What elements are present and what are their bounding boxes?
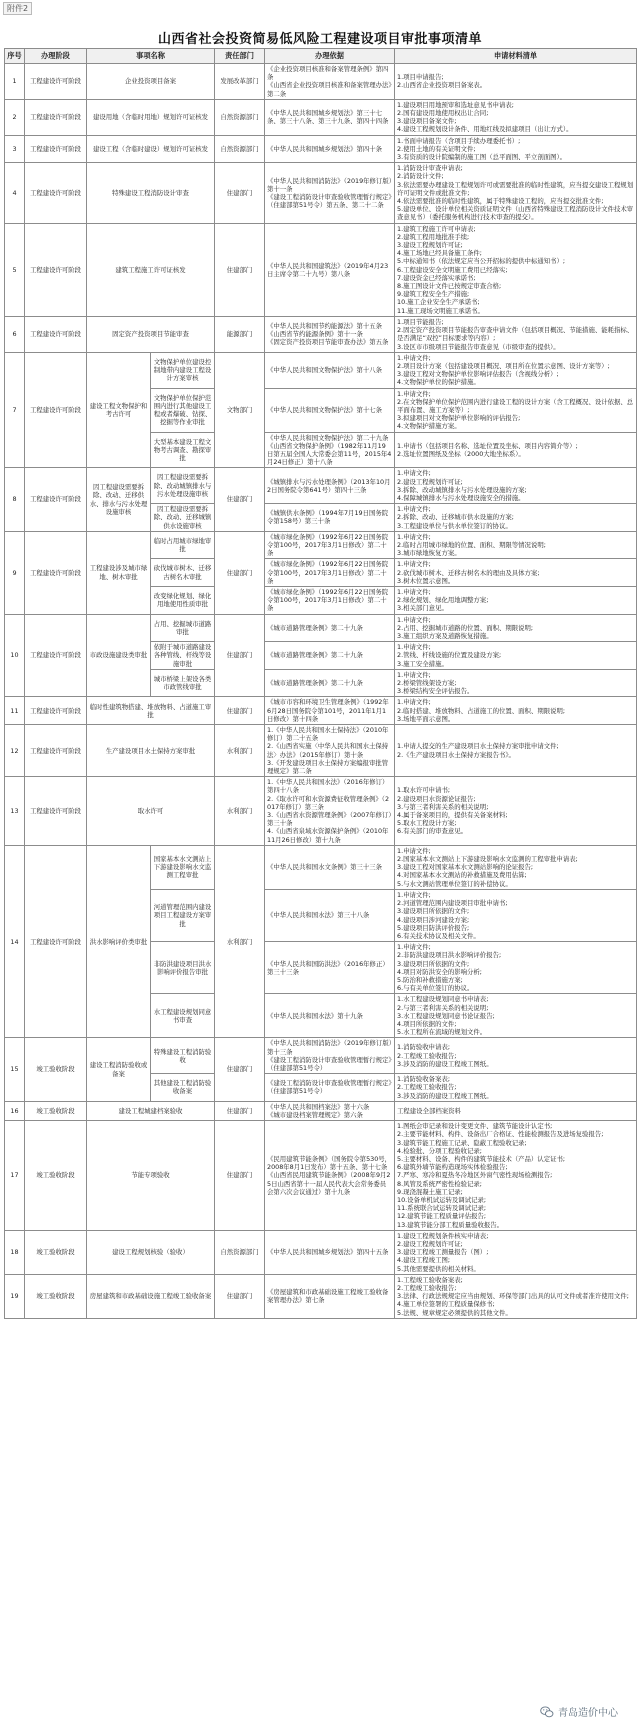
row-basis	[265, 432, 395, 468]
row-stage: 竣工验收阶段	[25, 1038, 87, 1101]
row-no: 10	[5, 614, 25, 697]
row-item: 生产建设项目水土保持方案审批	[87, 725, 215, 777]
row-basis	[265, 468, 395, 504]
row-dept: 水利部门	[215, 725, 265, 777]
row-materials	[395, 614, 637, 642]
row-dept: 自然资源部门	[215, 135, 265, 163]
row-materials	[395, 845, 637, 889]
row-stage: 工程建设许可阶段	[25, 725, 87, 777]
table-row	[5, 316, 637, 352]
row-materials	[395, 1230, 637, 1274]
row-basis	[265, 697, 395, 725]
row-subitem: 改变绿化规划、绿化用地使用性质审批	[151, 586, 215, 614]
row-basis-text: 1.《中华人民共和国水土保持法》（2010年修订）第二十五条 2.《山西省实施〈中华人民共和国水土保持法〉办法》（2015年修订）第十条 3.《开发建设项目水土保持方案编报审批管理规定》第二条	[267, 726, 389, 776]
row-materials	[395, 1274, 637, 1318]
row-basis-text: 《中华人民共和国文物保护法》第二十九条 《山西省文物保护条例》（1982年11月19日第五届全国人大常委会第11号，2015年4月24日修正）第十八条	[267, 433, 392, 467]
table-row	[5, 352, 637, 388]
row-stage: 竣工验收阶段	[25, 1230, 87, 1274]
row-materials-text: 工程建设全部档案资料	[397, 1106, 461, 1115]
row-basis	[265, 531, 395, 559]
header-item: 事项名称	[87, 49, 215, 64]
row-materials-text: 1.消防验收申请表; 2.工程竣工验收报告; 3.涉及消防的建设工程竣工图纸。	[397, 1043, 493, 1068]
watermark-text: 青岛造价中心	[558, 1708, 618, 1719]
row-basis	[265, 223, 395, 316]
row-basis	[265, 64, 395, 100]
row-basis-text: 《城市道路管理条例》第二十九条	[267, 623, 363, 632]
row-basis-text: 《中华人民共和国城乡规划法》第三十七条、第三十八条、第三十九条、第四十四条	[267, 109, 389, 126]
row-no: 14	[5, 845, 25, 1037]
row-materials	[395, 697, 637, 725]
row-basis	[265, 994, 395, 1038]
row-stage: 工程建设许可阶段	[25, 845, 87, 1037]
row-item: 洪水影响评价类审批	[87, 845, 151, 1037]
row-dept: 住建部门	[215, 1274, 265, 1318]
row-basis	[265, 669, 395, 697]
row-materials-text: 1.申请文件; 2.在文物保护单位保护范围内进行建设工程的设计方案（含工程概况、设计依据、总平面布置、施工方案等）; 3.拟建项目对文物保护单位影响的评估报告; 4.文物保护措施方案。	[397, 389, 634, 431]
row-subitem: 非防洪建设项目洪水影响评价报告审批	[151, 942, 215, 994]
row-materials-text: 1.取水许可申请书; 2.建设项目水资源论证报告; 3.与第三者利害关系的相关说明; 4.属于备案项目的，提供有关备案材料; 5.取水工程设计方案; 6.有关部门的审查意见。	[397, 786, 508, 836]
row-basis-text: 1.《中华人民共和国水法》（2016年修订）第四十八条 2.《取水许可和水资源费征收管理条例》（2017年修订）第三条 3.《山西省水资源管理条例》（2007年修订）第三十条 4.《山西省泉域水资源保护条例》（2010年11月26日修改）第十九条	[267, 778, 392, 844]
row-dept: 自然资源部门	[215, 99, 265, 135]
row-stage: 工程建设许可阶段	[25, 777, 87, 846]
row-no: 16	[5, 1101, 25, 1120]
header-stage: 办理阶段	[25, 49, 87, 64]
header-dept: 责任部门	[215, 49, 265, 64]
row-materials-text: 1.申请文件; 2.建设工程规划许可证; 3.拆除、改动城镇排水与污水处理设施的方案; 4.保障城镇排水与污水处理设施安全的措施。	[397, 469, 527, 502]
row-basis	[265, 1274, 395, 1318]
row-basis-text: 《城市市容和环境卫生管理条例》（1992年6月28日国务院令第101号，2011年1月1日修改）第十四条	[267, 698, 389, 723]
row-materials	[395, 432, 637, 468]
row-materials-text: 1.申请文件; 2.绿化规划、绿化用地调整方案; 3.相关部门意见。	[397, 587, 489, 613]
header-no: 序号	[5, 49, 25, 64]
row-materials-text: 1.工程竣工验收备案表; 2.工程竣工验收报告; 3.法律、行政法规规定应当由规划、环保等部门出具的认可文件或者准许使用文件; 4.施工单位签署的工程质量保修书; 5.法规、规章规定必须提供的其他文件。	[397, 1275, 629, 1317]
row-stage: 工程建设许可阶段	[25, 468, 87, 531]
row-materials-text: 1.申请文件; 2.国家基本水文测站上下游建设影响水文监测的工程审批申请表; 3.建设工程对国家基本水文测站影响的论证报告; 4.对国家基本水文测站的补救措施及费用估算; 5.与水文测站管理单位签订的补偿协议。	[397, 846, 578, 888]
row-materials-text: 1.建设项目用地预审和选址意见书申请表; 2.国有建设用地使用权出让合同; 3.建设项目备案文件; 4.建设工程规划设计条件、用地红线及拟建项目（出让方式）。	[397, 100, 573, 134]
row-item: 特殊建设工程消防设计审查	[87, 163, 215, 223]
table-row	[5, 1230, 637, 1274]
row-materials-text: 1.申请文件; 2.临时搭建、堆放物料、占道施工的位置、面积、期限说明; 3.场地平面示意图。	[397, 698, 566, 723]
row-basis	[265, 642, 395, 670]
row-basis	[265, 777, 395, 846]
row-materials-text: 1.申请文件; 2.占用、挖掘城市道路的位置、面积、期限说明; 3.施工组织方案及道路恢复措施。	[397, 615, 534, 640]
row-item: 工程建设涉及城市绿地、树木审批	[87, 531, 151, 614]
row-basis	[265, 845, 395, 889]
row-stage: 工程建设许可阶段	[25, 99, 87, 135]
row-item: 固定资产投资项目节能审查	[87, 316, 215, 352]
row-basis-text: 《中华人民共和国消防法》（2019年修订版）第十一条 《建设工程消防设计审查验收管理暂行规定》（住建部第51号令）第五条、第二十二条	[267, 176, 392, 210]
row-item: 因工程建设需要拆除、改动、迁移供水、排水与污水处理设施审核	[87, 468, 151, 531]
row-dept: 能源部门	[215, 316, 265, 352]
row-materials-text: 1.申请文件; 2.桥梁管线架设方案; 3.桥梁结构安全评估报告。	[397, 670, 474, 696]
row-subitem: 国家基本水文测站上下游建设影响水文监测工程审批	[151, 845, 215, 889]
row-basis-text: 《城镇排水与污水处理条例》（2013年10月2日国务院令第641号）第四十三条	[267, 477, 391, 494]
table-row	[5, 1101, 637, 1120]
row-materials	[395, 388, 637, 432]
row-dept: 住建部门	[215, 163, 265, 223]
row-materials	[395, 64, 637, 100]
row-materials-text: 1.申请文件; 2.砍伐城市树木、迁移古树名木的理由及具体方案; 3.树木位置示意图。	[397, 560, 540, 585]
row-materials-text: 1.建筑工程施工许可申请表; 2.建筑工程用地批准手续; 3.建设工程规划许可证; 4.施工场地已经具备施工条件; 5.中标通知书（依法规定应当公开招标的提供中标通知书）; 6.工程建设安全文明施工费用已经落实; 7.建设资金已经落实承诺书; 8.施工图设计文件已按规定审查合格; 9.建筑工程安全生产措施; 10.施工企业安全生产承诺书; 11.施工现场文明施工承诺书。	[397, 224, 566, 315]
row-materials-text: 1.申请书（包括项目名称、选址位置及坐标、项目内容简介等）; 2.选址位置图纸及坐标（2000大地坐标系）。	[397, 441, 578, 458]
row-materials-text: 1.申请文件; 2.管线、杆线设施的位置及建设方案; 3.施工安全措施。	[397, 643, 502, 668]
row-basis	[265, 352, 395, 388]
row-stage: 工程建设许可阶段	[25, 135, 87, 163]
row-basis-text: 《中华人民共和国水文条例》第三十三条	[267, 863, 383, 872]
row-stage: 竣工验收阶段	[25, 1101, 87, 1120]
row-basis-text: 《城市绿化条例》（1992年6月22日国务院令第100号，2017年3月1日修改）第二十条	[267, 587, 389, 613]
row-materials	[395, 135, 637, 163]
row-subitem: 城市桥梁上架设各类市政管线审批	[151, 669, 215, 697]
row-dept: 住建部门	[215, 697, 265, 725]
row-materials-text: 1.水工程建设规划同意书申请表; 2.与第三者利害关系的相关说明; 3.水工程建设规划同意书论证报告; 4.项目所依据的文件; 5.水工程所在流域的规划文件。	[397, 995, 495, 1037]
row-no: 18	[5, 1230, 25, 1274]
row-no: 13	[5, 777, 25, 846]
row-subitem: 因工程建设需要拆除、改动城镇排水与污水处理设施审核	[151, 468, 215, 504]
table-row	[5, 777, 637, 846]
row-materials	[395, 777, 637, 846]
row-stage: 工程建设许可阶段	[25, 697, 87, 725]
row-materials	[395, 1101, 637, 1120]
wechat-icon	[540, 1705, 554, 1719]
row-basis-text: 《中华人民共和国文物保护法》第十七条	[267, 405, 383, 414]
row-subitem: 文物保护单位建设控制地带内建设工程设计方案审核	[151, 352, 215, 388]
row-materials-text: 1.图纸会审记录和设计变更文件、建筑节能设计认定书; 2.主要节能材料、构件、设备出厂合格证、性能检测报告及进场复验报告; 3.建筑节能工程施工记录、隐蔽工程验收记录; 4.检验批、分项工程验收记录; 5.主要材料、设备、构件的建筑节能技术（产品）认定证书; 6.建筑外墙节能构造现场实体检验报告; 7.严寒、寒冷和夏热冬冷地区外窗气密性现场检测报告; 8.风管及系统严密性检验记录; 9.现浇混凝土施工记录; 10.设备单机试运转及调试记录; 11.系统联合试运转及调试记录; 12.建筑节能工程质量评估报告; 13.建筑节能分部工程质量验收报告。	[397, 1122, 604, 1229]
row-materials	[395, 1121, 637, 1231]
row-subitem: 大型基本建设工程文物考古调查、勘探审批	[151, 432, 215, 468]
row-subitem: 文物保护单位保护范围内进行其他建设工程或者爆破、钻探、挖掘等作业审批	[151, 388, 215, 432]
row-basis	[265, 99, 395, 135]
row-subitem: 河道管理范围内建设项目工程建设方案审批	[151, 889, 215, 941]
row-basis-text: 《中华人民共和国消防法》（2019年修订版）第十三条 《建设工程消防设计审查验收管理暂行规定》（住建部第51号令）	[267, 1039, 392, 1072]
table-header-row	[5, 49, 637, 64]
row-materials	[395, 642, 637, 670]
table-row	[5, 697, 637, 725]
row-materials-text: 1.书面申请报告（含项目手续办理委托书）; 2.使用土地的有关证明文件; 3.有资质的设计院编制的施工图（总平面图、平立剖面图）。	[397, 136, 567, 162]
row-basis	[265, 1074, 395, 1102]
row-dept: 住建部门	[215, 614, 265, 697]
row-basis-text: 《中华人民共和国档案法》第十六条 《城市建设档案管理规定》第六条	[267, 1102, 370, 1119]
watermark	[540, 1704, 618, 1719]
row-dept: 发展改革部门	[215, 64, 265, 100]
row-basis	[265, 725, 395, 777]
row-no: 6	[5, 316, 25, 352]
row-no: 19	[5, 1274, 25, 1318]
row-basis	[265, 559, 395, 587]
row-subitem: 占用、挖掘城市道路审批	[151, 614, 215, 642]
table-row	[5, 99, 637, 135]
header-basis: 办理依据	[265, 49, 395, 64]
row-item: 建设用地（含临时用地）规划许可证核发	[87, 99, 215, 135]
row-materials-text: 1.申请文件; 2.拆除、改动、迁移城市供水设施的方案; 3.工程建设单位与供水单位签订的协议。	[397, 505, 514, 530]
row-materials-text: 1.申请文件; 2.临时占用城市绿地的位置、面积、期限等情况说明; 3.城市绿地恢复方案。	[397, 532, 546, 558]
row-basis-text: 《中华人民共和国建筑法》（2019年4月23日主席令第二十九号）第八条	[267, 261, 389, 278]
row-materials	[395, 586, 637, 614]
table-row	[5, 1274, 637, 1318]
table-row	[5, 614, 637, 642]
row-basis-text: 《城市绿化条例》（1992年6月22日国务院令第100号，2017年3月1日修改）第二十条	[267, 532, 389, 558]
header-materials: 申请材料清单	[395, 49, 637, 64]
row-subitem: 因工程建设需要拆除、改动、迁移城镇供水设施审核	[151, 504, 215, 532]
row-basis-text: 《中华人民共和国文物保护法》第十八条	[267, 366, 383, 374]
page-title: 山西省社会投资简易低风险工程建设项目审批事项清单	[157, 32, 482, 47]
row-dept: 住建部门	[215, 1038, 265, 1101]
row-materials-text: 1.消防验收备案表; 2.工程竣工验收报告; 3.涉及消防的建设工程竣工图纸。	[397, 1075, 493, 1100]
row-dept: 住建部门	[215, 531, 265, 614]
row-no: 1	[5, 64, 25, 100]
row-basis	[265, 614, 395, 642]
row-stage: 工程建设许可阶段	[25, 223, 87, 316]
table-row	[5, 531, 637, 559]
row-no: 4	[5, 163, 25, 223]
row-basis	[265, 316, 395, 352]
row-item: 建设工程文物保护和考古许可	[87, 352, 151, 468]
row-stage: 工程建设许可阶段	[25, 316, 87, 352]
row-dept: 住建部门	[215, 223, 265, 316]
row-basis	[265, 504, 395, 532]
row-basis-text: 《中华人民共和国节约能源法》第十五条 《山西省节约能源条例》第十一条 《固定资产投资项目节能审查办法》第五条	[267, 321, 389, 347]
row-subitem: 特殊建设工程消防验收	[151, 1038, 215, 1074]
table-row	[5, 135, 637, 163]
row-dept: 住建部门	[215, 1101, 265, 1120]
row-basis	[265, 889, 395, 941]
row-dept: 自然资源部门	[215, 1230, 265, 1274]
row-basis	[265, 1230, 395, 1274]
row-no: 7	[5, 352, 25, 468]
row-no: 9	[5, 531, 25, 614]
row-basis	[265, 586, 395, 614]
row-basis-text: 《城镇供水条例》（1994年7月19日国务院令第158号）第三十条	[267, 509, 389, 526]
row-item: 取水许可	[87, 777, 215, 846]
row-basis	[265, 388, 395, 432]
approval-table	[4, 48, 637, 1319]
table-row	[5, 223, 637, 316]
row-materials-text: 1.申请文件; 2.非防洪建设项目洪水影响评价报告; 3.建设项目所依据的文件; 4.项目对防洪安全的影响分析; 5.防治和补救措施方案; 6.与有关单位签订的协议。	[397, 943, 502, 993]
row-dept: 文物部门	[215, 352, 265, 468]
row-materials-text: 1.消防设计审查申请表; 2.消防设计文件; 3.依法需要办理建设工程规划许可或需要批准的临时性建筑，应当提交建设工程规划许可证明文件或批准文件; 4.依法需要批准的临时性建筑，属于特殊建设工程的，应当提交批准文件; 5.建设单位、设计单位相关资质证明文件（山西省特殊建设工程消防设计文件技术审查意见书）（委托服务机构进行技术审查的提交）。	[397, 164, 634, 222]
row-subitem: 水工程建设规划同意书审查	[151, 994, 215, 1038]
row-subitem: 砍伐城市树木、迁移古树名木审批	[151, 559, 215, 587]
row-dept: 水利部门	[215, 777, 265, 846]
row-no: 15	[5, 1038, 25, 1101]
row-no: 8	[5, 468, 25, 531]
row-materials-text: 1.申请文件; 2.项目设计方案（包括建设项目概况、项目所在位置示意图、设计方案等）; 3.建设工程对文物保护单位影响评估报告（含视线分析）; 4.文物保护单位的保护措施。	[397, 353, 610, 387]
row-basis-text: 《中华人民共和国水法》第十九条	[267, 1011, 363, 1020]
table-row	[5, 845, 637, 889]
row-materials	[395, 669, 637, 697]
row-stage: 工程建设许可阶段	[25, 352, 87, 468]
row-materials	[395, 889, 637, 941]
table-row	[5, 163, 637, 223]
row-item: 建设工程规划核验（验收）	[87, 1230, 215, 1274]
row-materials	[395, 559, 637, 587]
row-item: 企业投资项目备案	[87, 64, 215, 100]
row-no: 5	[5, 223, 25, 316]
row-item: 市政设施建设类审批	[87, 614, 151, 697]
row-materials-text: 1.项目节能报告; 2.固定资产投资项目节能报告审查申请文件（包括项目概况、节能措施、能耗指标、是否满足“双控”目标要求等内容）; 3.设区市市级项目节能报告审查意见（市级审查的提供）。	[397, 317, 634, 351]
row-materials	[395, 504, 637, 532]
row-item: 房屋建筑和市政基础设施工程竣工验收备案	[87, 1274, 215, 1318]
row-basis-text: 《城市绿化条例》（1992年6月22日国务院令第100号，2017年3月1日修改）第二十条	[267, 560, 389, 585]
row-materials	[395, 223, 637, 316]
row-basis-text: 《中华人民共和国防洪法》（2016年修正）第三十三条	[267, 959, 389, 976]
row-basis	[265, 135, 395, 163]
row-basis	[265, 1121, 395, 1231]
row-item: 建设工程城建档案验收	[87, 1101, 215, 1120]
row-basis-text: 《建设工程消防设计审查验收管理暂行规定》（住建部第51号令）	[267, 1079, 392, 1096]
row-materials	[395, 531, 637, 559]
row-no: 2	[5, 99, 25, 135]
table-row	[5, 1038, 637, 1074]
row-no: 3	[5, 135, 25, 163]
table-row	[5, 468, 637, 504]
row-materials-text: 1.建设工程规划条件核实申请表; 2.建设工程规划许可证; 3.建设工程竣工测量报告（图）; 4.建设工程竣工图; 5.其他需要提供的相关材料。	[397, 1231, 489, 1273]
row-basis	[265, 1038, 395, 1074]
row-stage: 工程建设许可阶段	[25, 163, 87, 223]
row-subitem: 临时占用城市绿地审批	[151, 531, 215, 559]
row-dept: 住建部门	[215, 1121, 265, 1231]
row-materials	[395, 352, 637, 388]
row-basis-text: 《中华人民共和国水法》第三十八条	[267, 911, 370, 920]
row-materials	[395, 994, 637, 1038]
row-materials	[395, 99, 637, 135]
row-materials	[395, 725, 637, 777]
row-basis-text: 《房屋建筑和市政基础设施工程竣工验收备案管理办法》第七条	[267, 1288, 389, 1305]
row-dept: 住建部门	[215, 468, 265, 531]
row-item: 建设工程（含临时建设）规划许可证核发	[87, 135, 215, 163]
row-materials-text: 1.项目申请报告; 2.山西省企业投资项目备案表。	[397, 73, 487, 90]
row-dept: 水利部门	[215, 845, 265, 1037]
row-subitem: 依附于城市道路建设各种管线、杆线等设施审批	[151, 642, 215, 670]
row-materials	[395, 942, 637, 994]
row-stage: 竣工验收阶段	[25, 1274, 87, 1318]
row-materials	[395, 316, 637, 352]
row-materials-text: 1.申请文件; 2.河道管理范围内建设项目审批申请书; 3.建设项目所依据的文件; 4.建设项目涉河建设方案; 5.建设项目防洪评价报告; 6.有关技术协议及相关文件。	[397, 890, 508, 940]
row-basis-text: 《中华人民共和国城乡规划法》第四十条	[267, 144, 383, 153]
row-materials	[395, 163, 637, 223]
attachment-label: 附件2	[3, 2, 32, 15]
row-stage: 竣工验收阶段	[25, 1121, 87, 1231]
row-basis-text: 《中华人民共和国城乡规划法》第四十五条	[267, 1248, 389, 1257]
row-item: 临时性建筑物搭建、堆放物料、占道施工审批	[87, 697, 215, 725]
row-no: 17	[5, 1121, 25, 1231]
row-materials	[395, 1038, 637, 1074]
row-basis-text: 《城市道路管理条例》第二十九条	[267, 679, 363, 688]
row-materials-text: 1.申请人提交的生产建设项目水土保持方案审批申请文件; 2.《生产建设项目水土保持方案报告书》。	[397, 742, 559, 759]
table-row	[5, 1121, 637, 1231]
row-materials	[395, 468, 637, 504]
row-stage: 工程建设许可阶段	[25, 64, 87, 100]
row-subitem: 其他建设工程消防验收备案	[151, 1074, 215, 1102]
row-no: 12	[5, 725, 25, 777]
row-basis	[265, 163, 395, 223]
row-stage: 工程建设许可阶段	[25, 531, 87, 614]
table-row	[5, 725, 637, 777]
row-item: 节能专项验收	[87, 1121, 215, 1231]
row-item: 建设工程消防验收或备案	[87, 1038, 151, 1101]
row-basis-text: 《企业投资项目核准和备案管理条例》第四条 《山西省企业投资项目核准和备案管理办法》第二条	[267, 65, 392, 98]
row-item: 建筑工程施工许可证核发	[87, 223, 215, 316]
table-row	[5, 64, 637, 100]
row-materials	[395, 1074, 637, 1102]
row-no: 11	[5, 697, 25, 725]
row-basis-text: 《民用建筑节能条例》（国务院令第530号，2008年8月1日发布）第十五条、第十七条 《山西省民用建筑节能条例》（2008年9月25日山西省第十一届人民代表大会常务委员会第六次会议通过）第十九条	[267, 1154, 392, 1196]
row-basis-text: 《城市道路管理条例》第二十九条	[267, 651, 363, 660]
row-basis	[265, 1101, 395, 1120]
row-stage: 工程建设许可阶段	[25, 614, 87, 697]
row-basis	[265, 942, 395, 994]
